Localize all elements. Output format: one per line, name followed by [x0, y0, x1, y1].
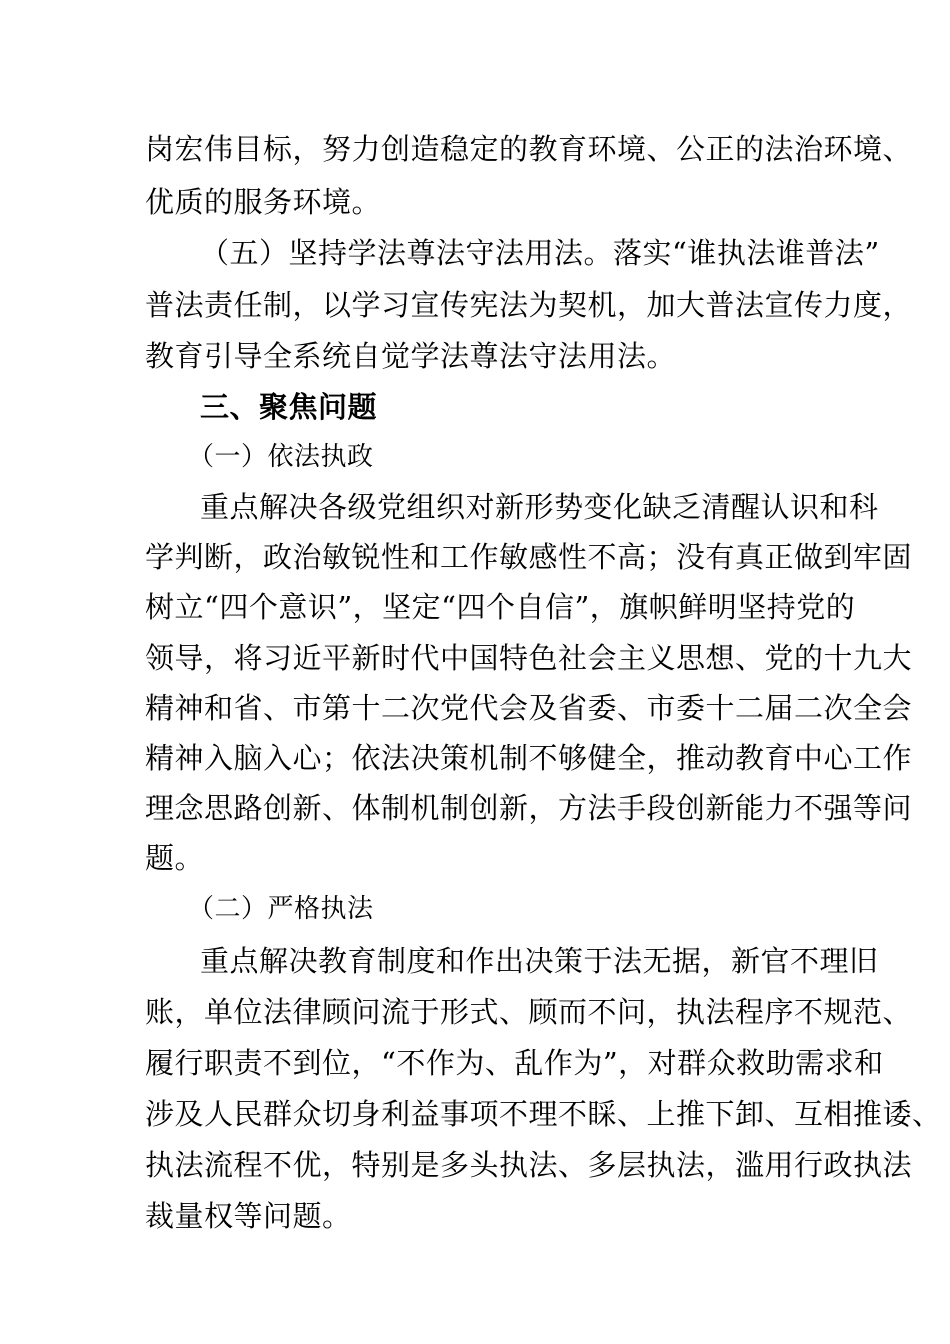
text-line: 教育引导全系统自觉学法尊法守法用法。: [145, 339, 677, 373]
text-line: 精神入脑入心；依法决策机制不够健全，推动教育中心工作: [145, 741, 913, 775]
text-line: 普法责任制，以学习宣传宪法为契机，加大普法宣传力度，: [145, 288, 913, 322]
text-line: 重点解决各级党组织对新形势变化缺乏清醒认识和科: [200, 490, 879, 524]
text-line: 重点解决教育制度和作出决策于法无据，新官不理旧: [200, 944, 879, 978]
text-line: 优质的服务环境。: [145, 185, 382, 219]
subsection-heading: （一）依法执政: [188, 442, 374, 472]
text-line: 树立“四个意识”，坚定“四个自信”，旗帜鲜明坚持党的: [145, 590, 856, 624]
text-line: 执法流程不优，特别是多头执法、多层执法，滥用行政执法: [145, 1148, 913, 1182]
text-line: 学判断，政治敏锐性和工作敏感性不高；没有真正做到牢固: [145, 540, 913, 574]
text-line: 精神和省、市第十二次党代会及省委、市委十二届二次全会: [145, 691, 913, 725]
text-line: 履行职责不到位，“不作为、乱作为”，对群众救助需求和: [145, 1046, 884, 1080]
text-line: 领导，将习近平新时代中国特色社会主义思想、党的十九大: [145, 641, 913, 675]
section-heading: 三、聚焦问题: [200, 390, 378, 424]
text-line: 题。: [145, 841, 205, 875]
text-line: 账，单位法律顾问流于形式、顾而不问，执法程序不规范、: [145, 995, 913, 1029]
paragraph-five: （五）坚持学法尊法守法用法。落实“谁执法谁普法”: [200, 236, 880, 270]
text-line: 岗宏伟目标，努力创造稳定的教育环境、公正的法治环境、: [145, 132, 913, 166]
subsection-heading: （二）严格执法: [188, 894, 374, 924]
text-line: 理念思路创新、体制机制创新，方法手段创新能力不强等问: [145, 791, 913, 825]
text-line: 涉及人民群众切身利益事项不理不睬、上推下卸、互相推诿、: [145, 1097, 942, 1131]
text-line: 裁量权等问题。: [145, 1199, 352, 1233]
